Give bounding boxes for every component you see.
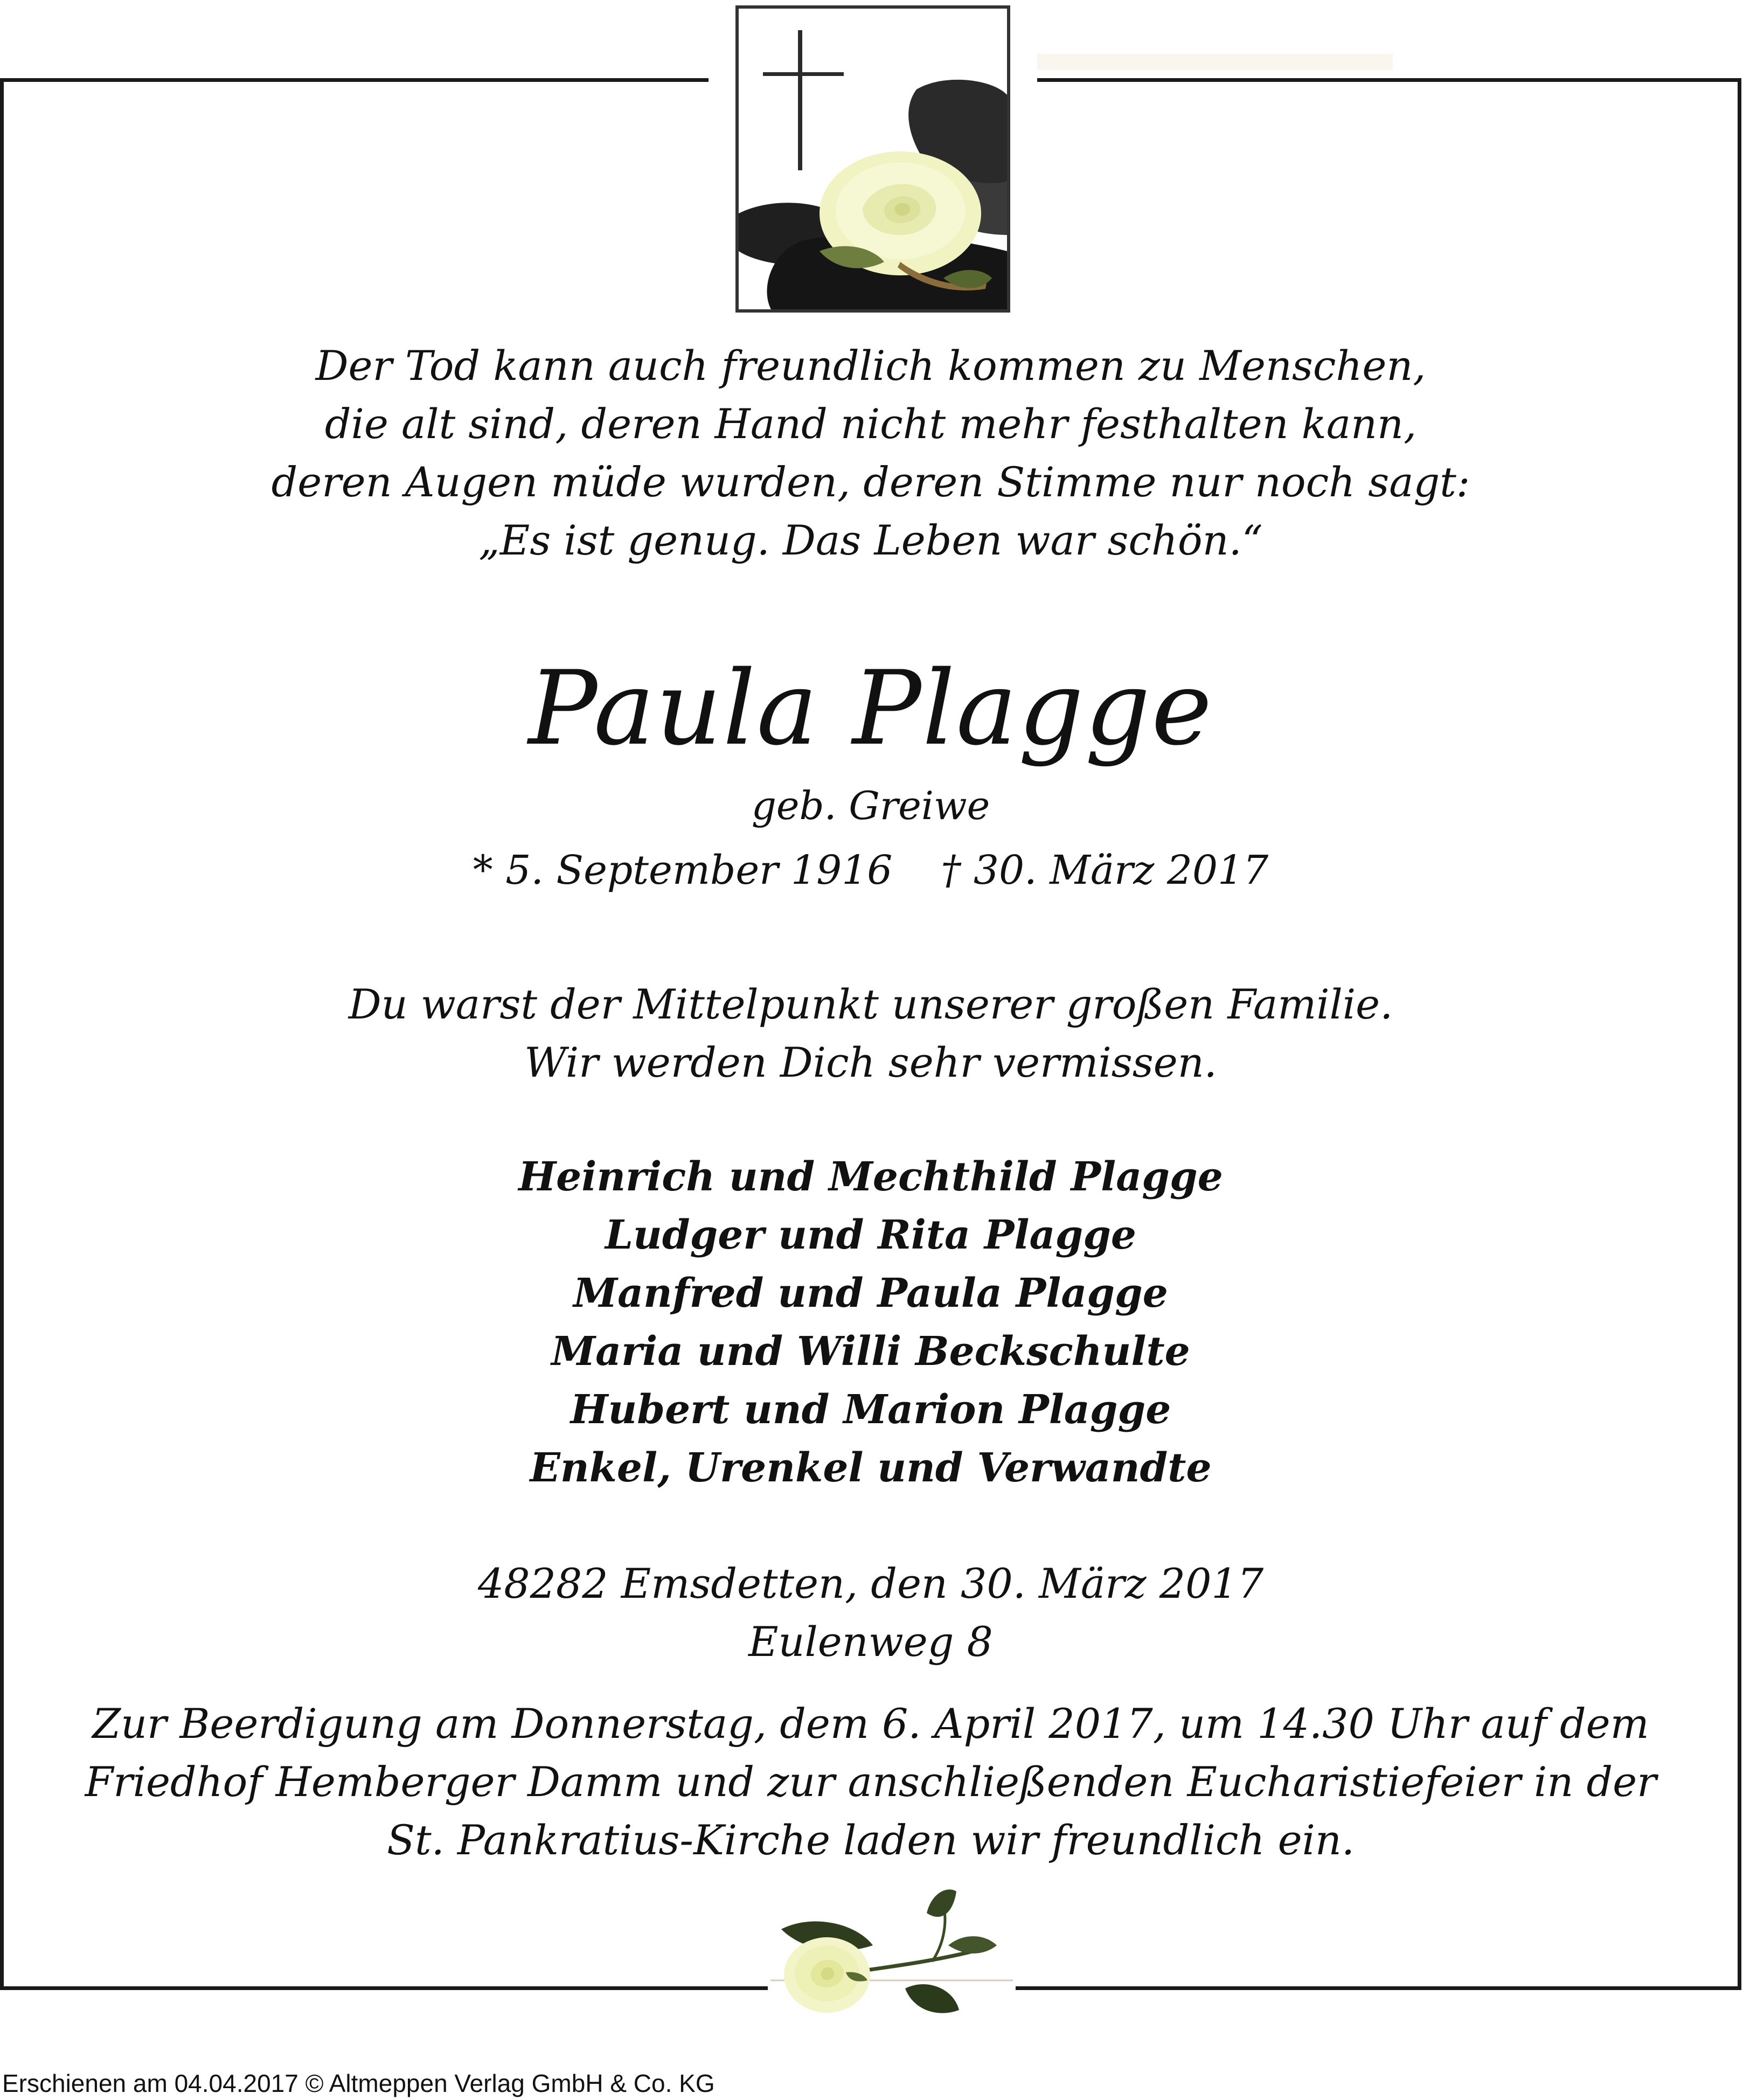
dedication-line: Wir werden Dich sehr vermissen. <box>524 1038 1217 1086</box>
frame-bottom-right <box>1016 1986 1741 1990</box>
poem-line: deren Augen müde wurden, deren Stimme nur noch sagt: <box>271 458 1470 506</box>
frame-top-left <box>0 78 709 82</box>
poem-line: Der Tod kann auch freundlich kommen zu Menschen, <box>315 342 1426 390</box>
life-dates <box>0 843 1741 897</box>
mourner: Enkel, Urenkel und Verwandte <box>530 1445 1212 1491</box>
street-address: Eulenweg 8 <box>748 1618 993 1666</box>
funeral-line: Friedhof Hemberger Damm und zur anschließenden Eucharistiefeier in der <box>85 1758 1657 1806</box>
cross-rose-icon <box>735 5 1010 313</box>
funeral-line: Zur Beerdigung am Donnerstag, dem 6. April 2017, um 14.30 Uhr auf dem <box>92 1700 1649 1748</box>
dedication <box>0 975 1741 1092</box>
city-date: 48282 Emsdetten, den 30. März 2017 <box>477 1560 1264 1607</box>
deceased-name: Paula Plagge <box>528 649 1213 768</box>
birth-date: * 5. September 1916 <box>473 847 893 893</box>
mourner: Ludger und Rita Plagge <box>605 1212 1137 1258</box>
funeral-info <box>0 1695 1741 1869</box>
death-date: † 30. März 2017 <box>941 847 1269 893</box>
mourner: Maria und Willi Beckschulte <box>551 1328 1190 1375</box>
mourner: Manfred und Paula Plagge <box>573 1270 1168 1316</box>
funeral-line: St. Pankratius-Kirche laden wir freundlich ein. <box>387 1816 1355 1864</box>
place-and-address <box>0 1555 1741 1671</box>
birth-name: geb. Greiwe <box>751 783 990 828</box>
poem <box>0 337 1741 570</box>
mourner: Heinrich und Mechthild Plagge <box>518 1154 1223 1200</box>
frame-bottom-left <box>0 1986 768 1990</box>
poem-line: die alt sind, deren Hand nicht mehr festhalten kann, <box>324 400 1417 448</box>
rose-icon <box>770 1881 1013 2042</box>
mourners-list <box>0 1148 1741 1497</box>
publication-footer: Erschienen am 04.04.2017 © Altmeppen Verlag GmbH & Co. KG <box>2 2069 715 2097</box>
frame-top-right <box>1037 78 1741 82</box>
dedication-line: Du warst der Mittelpunkt unserer großen Familie. <box>348 980 1393 1028</box>
frame-top-tint <box>1037 54 1393 70</box>
poem-line: „Es ist genug. Das Leben war schön.“ <box>478 516 1263 564</box>
mourner: Hubert und Marion Plagge <box>570 1387 1171 1433</box>
